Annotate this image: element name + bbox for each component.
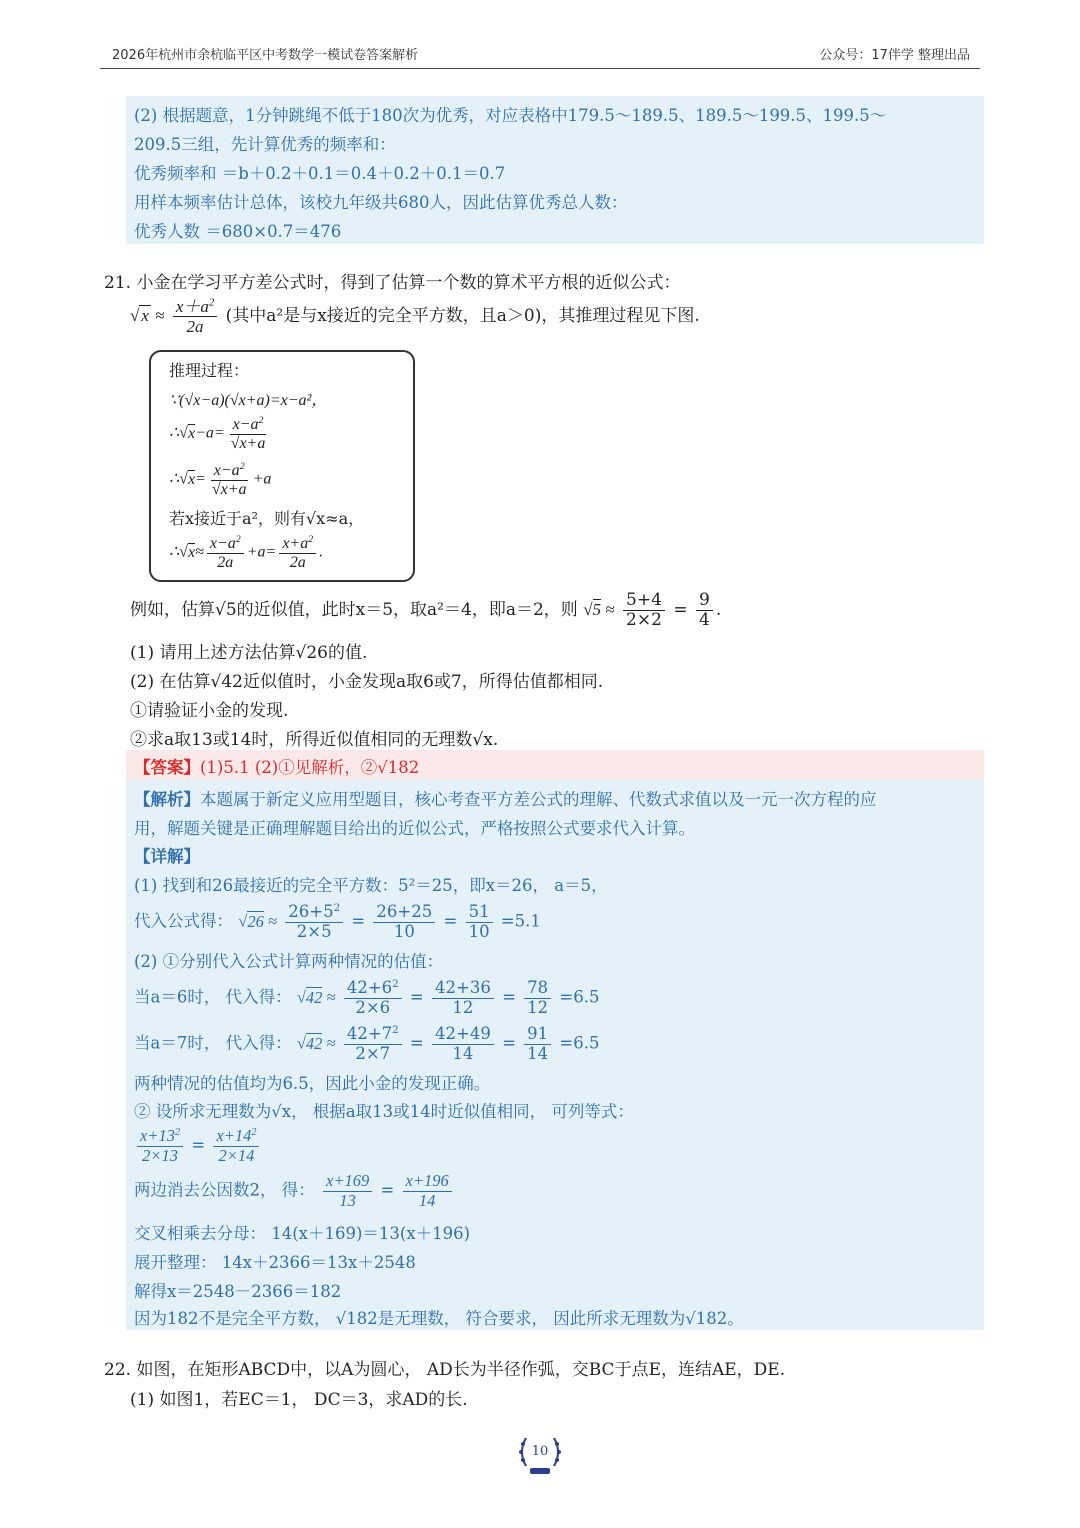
page-number: 10 [531,1444,549,1459]
detail-line-5: 当a＝7时， 代入得： √42 ≈ $\frac{42+7^2}{2\times 7}$ = $\frac{42+49}{14}$ = $\frac{91}{14}$ =6.5 [134,1024,600,1063]
proof-title: 推理过程： [169,361,250,380]
q21-sub2b: ②求a取13或14时，所得近似值相同的无理数√x. [130,730,499,750]
analysis-line [134,786,877,810]
proof-line-3: ∴√x= $\frac{x-a^2}{√x+a}$ +a [169,461,272,498]
example-text: 例如，估算√5的近似值，此时x＝5，取a²＝4，即a＝2，则 [130,600,578,620]
answer-band [126,750,984,780]
q21-example: 例如，估算√5的近似值，此时x＝5，取a²＝4，即a＝2，则 √5 ≈ $\frac{5+4}{2\times 2}$ = $\frac{9}{4}$ . [130,590,722,630]
analysis-text: 本题属于新定义应用型题目，核心考查平方差公式的理解、代数式求值以及一元一次方程的应 [200,790,877,809]
q22-stem: 22. 如图，在矩形ABCD中，以A为圆心， AD长为半径作弧，交BC于点E，连结AE，DE. [104,1360,786,1380]
q21-sub2a: ①请验证小金的发现. [130,701,289,721]
detail-prefix: 两边消去公因数2， 得： [134,1180,315,1200]
page-number-badge [516,1432,564,1476]
detail-line-2: 代入公式得： √26 ≈ $\frac{26+5^2}{2\times 5}$ = $\frac{26+25}{10}$ = $\frac{51}{10}$ =5.1 [134,902,541,941]
detail-line-6: 两种情况的估值均为6.5，因此小金的发现正确。 [134,1074,491,1093]
solution-line: 优秀频率和 ＝b＋0.2＋0.1＝0.4＋0.2＋0.1＝0.7 [134,164,506,183]
solution-line: 用样本频率估计总体，该校九年级共680人，因此估算优秀总人数： [134,193,628,212]
detail-line-8: $\frac{x+13^2}{2\times 13}$ = $\frac{x+14^2}{2\times 14}$ [134,1128,262,1164]
proof-line-4: 若x接近于a²，则有√x≈a， [169,509,365,528]
solution-line: (2) 根据题意，1分钟跳绳不低于180次为优秀，对应表格中179.5～189.5、189.5～199.5、199.5～ [134,106,887,125]
answer-tag: 【答案】 [134,758,200,777]
proof-box [149,350,415,582]
detail-line-3: (2) ①分别代入公式计算两种情况的估值： [134,952,444,971]
solution-line: 209.5三组，先计算优秀的频率和： [134,135,396,154]
analysis-line-2: 用，解题关键是正确理解题目给出的近似公式，严格按照公式要求代入计算。 [134,819,695,838]
detail-prefix: 当a＝6时， 代入得： [134,987,292,1007]
proof-line-2: ∴√x−a= $\frac{x-a^2}{√x+a}$ [169,415,266,452]
detail-line-9: 两边消去公因数2， 得： $\frac{x+169}{13}$ = $\frac{x+196}{14}$ [134,1173,455,1209]
detail-prefix: 当a＝7时， 代入得： [134,1033,292,1053]
detail-line-12: 解得x＝2548－2366＝182 [134,1282,342,1301]
detail-line-10: 交叉相乘去分母： 14(x＋169)＝13(x＋196) [134,1224,471,1243]
detail-tag: 【详解】 [134,847,200,866]
solution-line: 优秀人数 ＝680×0.7＝476 [134,222,342,241]
q22-sub1: (1) 如图1，若EC＝1， DC＝3，求AD的长. [130,1390,468,1410]
detail-line-1: (1) 找到和26最接近的完全平方数：5²＝25，即x＝26， a＝5， [134,876,608,895]
answer-line [134,754,419,778]
answer-text: (1)5.1 (2)①见解析，②√182 [200,758,420,777]
proof-line-5: ∴√x≈ $\frac{x-a^2}{2a}$ +a= $\frac{x+a^2}{2a}$ . [169,534,324,571]
q21-sub1: (1) 请用上述方法估算√26的值. [130,643,368,663]
detail-line-11: 展开整理： 14x＋2366＝13x＋2548 [134,1253,416,1272]
detail-line-4: 当a＝6时， 代入得： √42 ≈ $\frac{42+6^2}{2\times 6}$ = $\frac{42+36}{12}$ = $\frac{78}{12}$ =6.5 [134,978,600,1017]
q21-stem: 21. 小金在学习平方差公式时，得到了估算一个数的算术平方根的近似公式： [104,273,681,293]
proof-line-1: ∵(√x−a)(√x+a)=x−a²， [169,392,328,409]
formula-fraction: $\frac{x+a^2}{2a}$ [173,298,217,335]
publisher-label: 公众号：17伴学 整理出品 [819,48,970,63]
document-title: 2026年杭州市余杭临平区中考数学一模试卷答案解析 [112,48,419,63]
detail-line-7: ② 设所求无理数为√x， 根据a取13或14时近似值相同， 可列等式： [134,1102,634,1121]
q20-solution-box [126,96,984,244]
q21-solution-box [126,780,984,1330]
q21-sub2: (2) 在估算√42近似值时，小金发现a取6或7，所得估值都相同. [130,672,604,692]
analysis-tag: 【解析】 [134,790,200,809]
formula-note: (其中a²是与x接近的完全平方数，且a＞0)，其推理过程见下图. [225,306,700,326]
detail-line-13: 因为182不是完全平方数， √182是无理数， 符合要求， 因此所求无理数为√182。 [134,1309,744,1328]
detail-prefix: 代入公式得： [134,911,233,931]
page-header [100,40,980,69]
q21-formula: √ x ≈ $\frac{x+a^2}{2a}$ (其中a²是与x接近的完全平方数，且a＞0)，其推理过程见下图. [130,297,700,336]
